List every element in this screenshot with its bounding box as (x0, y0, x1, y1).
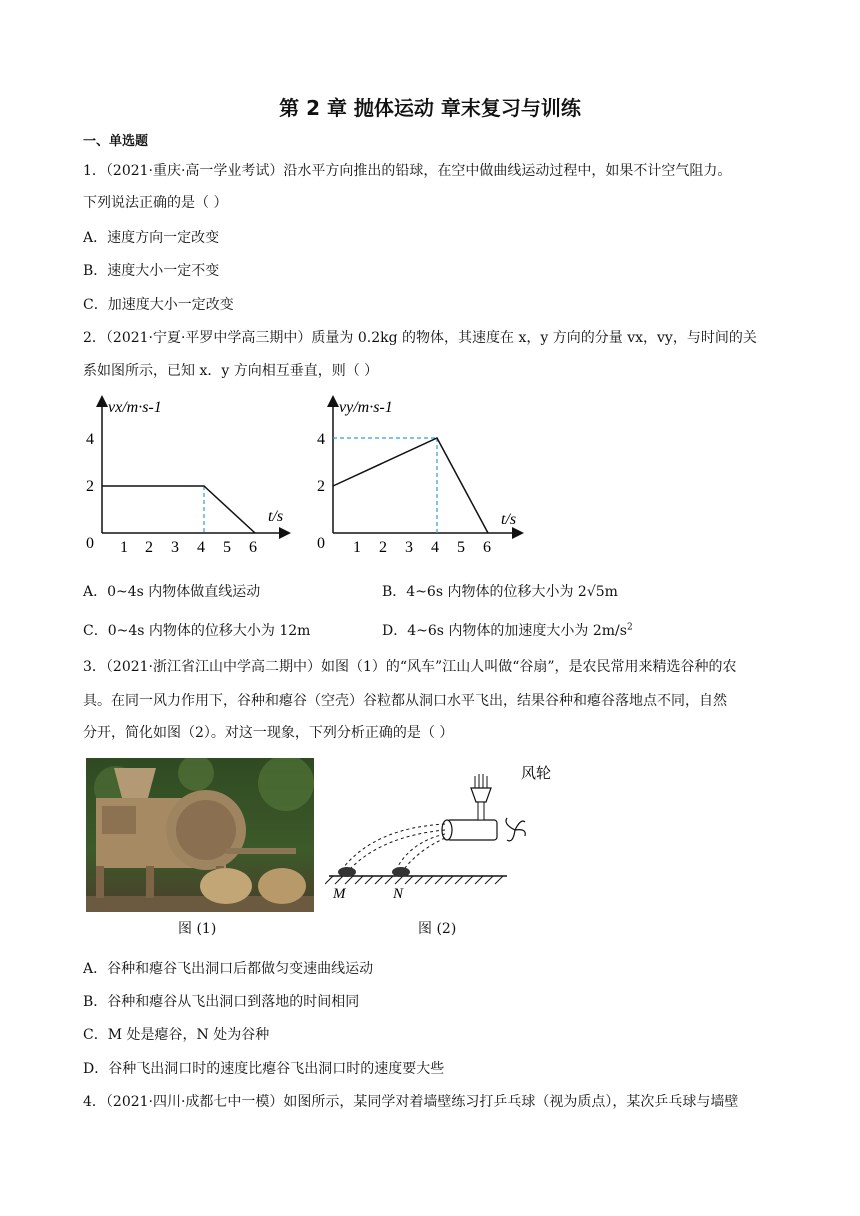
q2-option-d (382, 620, 633, 640)
fan-wheel-label: 风轮 (521, 766, 552, 782)
fan-wheel-icon (506, 818, 525, 841)
hopper (471, 788, 491, 802)
page-title: 第 2 章 抛体运动 章末复习与训练 (279, 96, 581, 120)
q2-stem-line1: 2．（2021·宁夏·平罗中学高三期中）质量为 0.2kg 的物体，其速度在 x，y 方向的分量 vx，vy，与时间的关 (83, 330, 757, 346)
figure-1-caption: 图 (1) (178, 921, 217, 937)
q3-stem-line2: 具。在同一风力作用下，谷种和瘪谷（空壳）谷粒都从洞口水平飞出，结果谷种和瘪谷落地点不同，自然 (83, 693, 727, 709)
vy-xtick-5: 5 (457, 539, 465, 556)
vx-ytick-2: 2 (86, 478, 94, 495)
q2-option-c: C．0~4s 内物体的位移大小为 12m (83, 623, 311, 639)
vy-ytick-2: 2 (317, 478, 325, 495)
vx-ytick-4: 4 (86, 431, 94, 448)
q1-stem-line1: 1．（2021·重庆·高一学业考试）沿水平方向推出的铅球，在空中做曲线运动过程中，如果不计空气阻力。 (83, 163, 732, 179)
vx-y-label: vx/m·s-1 (108, 399, 162, 416)
vx-xtick-5: 5 (223, 539, 231, 556)
q2-option-b: B．4~6s 内物体的位移大小为 2√5m (382, 584, 618, 600)
grain-pile-m (338, 867, 356, 877)
vx-xtick-6: 6 (249, 539, 257, 556)
vx-xtick-3: 3 (171, 539, 179, 556)
vy-series-line (333, 438, 488, 533)
vy-origin-label: 0 (317, 535, 325, 552)
vy-xtick-4: 4 (431, 539, 439, 556)
vx-time-graph (78, 388, 298, 558)
vy-ytick-4: 4 (317, 431, 325, 448)
vy-y-label: vy/m·s-1 (339, 399, 393, 416)
vx-xtick-1: 1 (120, 539, 128, 556)
q2-stem-line2: 系如图所示，已知 x．y 方向相互垂直，则（ ） (83, 363, 379, 379)
trajectory-outer-1 (343, 824, 445, 868)
q3-stem-line1: 3．（2021·浙江省江山中学高二期中）如图（1）的“风车”江山人叫做“谷扇”，是农民常用来精选谷种的农 (83, 659, 737, 675)
label-n: N (393, 886, 404, 902)
vy-xtick-1: 1 (353, 539, 361, 556)
q3-option-c: C．M 处是瘪谷，N 处为谷种 (83, 1027, 270, 1043)
grain-pile-n (392, 867, 410, 877)
q1-option-b: B．速度大小一定不变 (83, 263, 220, 279)
q4-stem-line1: 4．（2021·四川·成都七中一模）如图所示，某同学对着墙壁练习打乒乓球（视为质点），某次乒乓球与墙壁 (83, 1094, 739, 1110)
q3-option-d: D．谷种飞出洞口时的速度比瘪谷飞出洞口时的速度要大些 (83, 1061, 445, 1077)
vy-time-graph (313, 388, 533, 558)
q1-option-a: A．速度方向一定改变 (83, 230, 220, 246)
outlet-tube (447, 820, 497, 840)
winnowing-schematic-diagram (325, 758, 555, 903)
label-m: M (333, 886, 346, 902)
trajectory-inner-1 (397, 834, 445, 868)
hopper-grain-lines (475, 774, 487, 788)
q2-option-a: A．0~4s 内物体做直线运动 (83, 584, 261, 600)
q1-option-c: C．加速度大小一定改变 (83, 297, 234, 313)
vy-x-label: t/s (501, 511, 517, 528)
q1-stem-line2: 下列说法正确的是（ ） (83, 195, 228, 211)
trajectory-outer-2 (351, 830, 445, 868)
q3-option-a: A．谷种和瘪谷飞出洞口后都做匀变速曲线运动 (83, 961, 374, 977)
vx-xtick-4: 4 (197, 539, 205, 556)
q2-option-d-sup: 2 (626, 622, 633, 633)
vx-x-label: t/s (268, 508, 284, 525)
figure-2-caption: 图 (2) (418, 921, 457, 937)
vy-xtick-2: 2 (379, 539, 387, 556)
vx-origin-label: 0 (86, 535, 94, 552)
q3-option-b: B．谷种和瘪谷从飞出洞口到落地的时间相同 (83, 994, 360, 1010)
section-heading: 一、单选题 (83, 134, 149, 149)
q3-stem-line3: 分开，简化如图（2）。对这一现象，下列分析正确的是（ ） (83, 725, 454, 741)
q2-option-d-text: D．4~6s 内物体的加速度大小为 2m/s (382, 623, 627, 639)
vy-xtick-3: 3 (405, 539, 413, 556)
vx-xtick-2: 2 (145, 539, 153, 556)
ground-hatching (325, 876, 503, 884)
vy-xtick-6: 6 (483, 539, 491, 556)
trajectory-inner-2 (405, 838, 445, 868)
winnowing-machine-photo (86, 758, 314, 912)
vx-series-line (102, 486, 255, 533)
